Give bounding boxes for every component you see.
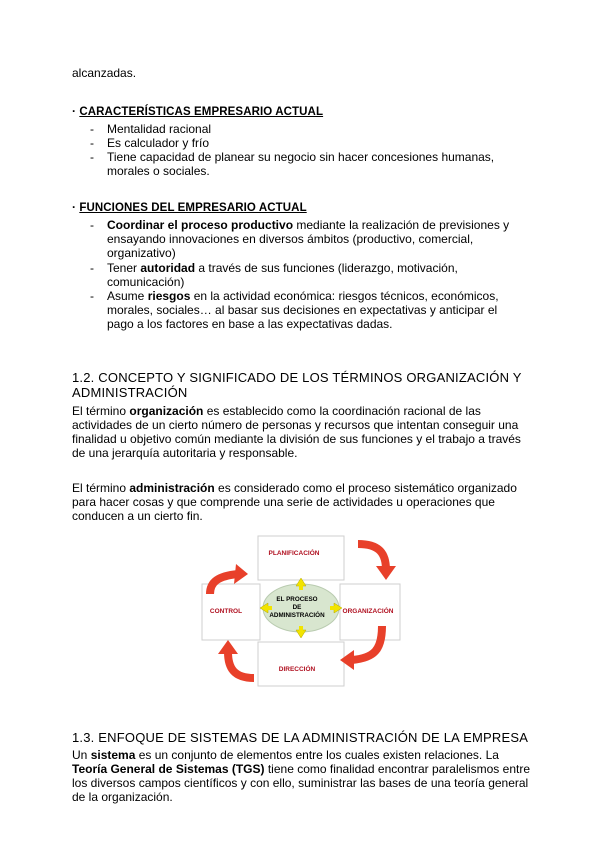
text-run: en la actividad económica: riesgos técnicos, económicos, morales, sociales… al basar sus decisiones en expectativas y anticipar el pago a los factores en base a las expectativas dadas. [107,289,499,331]
planificacion-box [258,536,344,580]
bold-term: organización [129,404,204,418]
center-label-line2: DE [292,604,302,611]
text-run: es considerado como el proceso sistemático organizado para hacer cosas y que comprende una serie de actividades u operaciones que conducen a un cierto fin. [72,481,517,523]
text-run: a través de sus funciones (liderazgo, motivación, comunicación) [107,261,458,289]
text-run: tiene como finalidad encontrar paralelismos entre los diversos campos científicos y con ello, suministrar las bases de una teoría general de la organización. [72,762,530,804]
list-dash: - [90,289,94,303]
list-item-text: Mentalidad racional [107,122,212,136]
caracteristicas-heading [72,104,532,119]
yellow-arrow-stem [267,606,272,610]
paragraph-administracion [72,481,524,523]
text-run: es establecido como la coordinación racional de las actividades de un cierto número de personas y recursos que intentan conseguir una finalidad u objetivo común mediante la división de sus funciones y el trabajo a través de una jerarquía autoritaria y responsable. [72,404,521,460]
intro-fragment: alcanzadas. [72,66,137,80]
label-planificacion: PLANIFICACIÓN [268,550,320,557]
bold-term: Teoría General de Sistemas (TGS) [72,762,265,776]
yellow-arrow-stem [299,585,303,590]
funciones-heading [72,200,532,215]
list-dash: - [90,122,94,136]
direccion-box [258,642,344,686]
list-item-text: Es calculador y frío [107,136,210,150]
list-item-text: Tiene capacidad de planear su negocio sin hacer concesiones humanas, morales o sociales. [107,150,495,178]
arrowhead [376,566,396,580]
text-run: mediante la realización de previsiones y ensayando innovaciones en diversos ámbitos (productivo, comercial, organizativo) [107,218,510,260]
yellow-arrow-down-icon [296,630,306,638]
text-run: Tener [107,261,141,275]
center-label-line1: EL PROCESO [276,596,318,603]
list-dash: - [90,150,94,164]
list-item-text [107,289,517,331]
bold-term: sistema [90,748,136,762]
section-title-1-3: 1.3. ENFOQUE DE SISTEMAS DE LA ADMINISTRACIÓN DE LA EMPRESA [72,730,529,745]
list-dash: - [90,261,94,275]
arrowhead [234,564,248,584]
bold-term: administración [129,481,215,495]
paragraph-sistema [72,748,534,804]
center-label-line3: ADMINISTRACIÓN [269,612,325,619]
list-item-text [107,261,527,289]
bold-term: autoridad [140,261,196,275]
arrow-direccion-to-control [228,652,254,678]
heading-bullet: · [72,104,76,118]
section-title-1-2: 1.2. CONCEPTO Y SIGNIFICADO DE LOS TÉRMINOS ORGANIZACIÓN Y ADMINISTRACIÓN [72,370,522,400]
heading-bullet: · [72,200,76,214]
list-item-text [107,218,527,260]
paragraph-organizacion [72,404,530,460]
label-direccion: DIRECCIÓN [278,666,316,673]
text-run: El término [72,404,130,418]
bold-term: Coordinar el proceso productivo [107,218,294,232]
administration-process-diagram [198,530,404,692]
list-dash: - [90,218,94,232]
text-run: El término [72,481,130,495]
yellow-arrow-stem [330,606,335,610]
text-run: es un conjunto de elementos entre los cuales existen relaciones. La [135,748,499,762]
list-dash: - [90,136,94,150]
label-organizacion: ORGANIZACIÓN [342,608,394,615]
label-control: CONTROL [209,608,243,615]
yellow-arrow-stem [299,626,303,631]
arrowhead [218,640,238,654]
bold-term: riesgos [147,289,191,303]
text-run: Un [72,748,91,762]
funciones-heading-text: FUNCIONES DEL EMPRESARIO ACTUAL [79,202,307,214]
text-run: Asume [107,289,148,303]
caracteristicas-heading-text: CARACTERÍSTICAS EMPRESARIO ACTUAL [79,106,324,118]
